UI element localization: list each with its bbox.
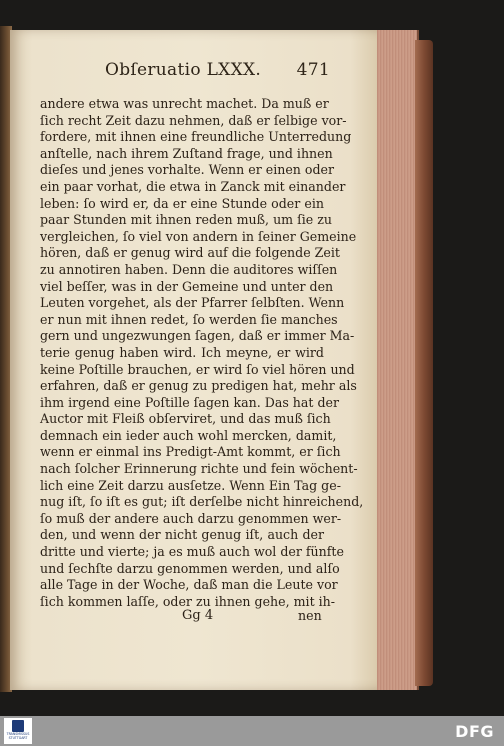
text-line: nach ſolcher Erinnerung richte und fein wöchent- <box>40 461 358 477</box>
text-line: Leuten vorgehet, als der Pfarrer ſelbſten. Wenn <box>40 295 345 311</box>
text-line: ſich kommen laſſe, oder zu ihnen gehe, mit ih- <box>40 593 336 609</box>
text-line: er nun mit ihnen redet, ſo werden ſie manches <box>40 311 338 327</box>
library-logo <box>4 718 32 744</box>
text-line: vergleichen, ſo viel von andern in ſeiner Gemeine <box>40 228 357 244</box>
text-line: hören, daß er genug wird auf die folgende Zeit <box>40 245 340 261</box>
text-line: terie genug haben wird. Ich meyne, er wird <box>40 344 324 360</box>
text-line: ſo muß der andere auch darzu genommen wer- <box>40 510 342 526</box>
text-line: lich eine Zeit darzu ausſetze. Wenn Ein Tag ge- <box>40 477 341 493</box>
page-fore-edge <box>377 30 419 690</box>
text-line: wenn er einmal ins Predigt-Amt kommt, er ſich <box>40 444 341 460</box>
book-cover-edge <box>415 40 433 686</box>
text-line: ſich recht Zeit dazu nehmen, daß er ſelbige vor- <box>40 112 347 128</box>
library-logo-icon <box>12 720 24 732</box>
text-line: alle Tage in der Woche, daß man die Leute vor <box>40 577 338 593</box>
text-line: dritte und vierte; ja es muß auch wol der fünfte <box>40 544 344 560</box>
text-line: fordere, mit ihnen eine freundliche Unterredung <box>40 129 352 145</box>
signature-mark: Gg 4 <box>182 608 214 623</box>
text-line: Auctor mit Fleiß obſerviret, und das muß ſich <box>40 411 331 427</box>
viewer-footer-bar <box>0 716 504 746</box>
text-line: ihm irgend eine Poſtille ſagen kan. Das hat der <box>40 394 340 410</box>
page-header <box>105 60 330 84</box>
text-line: und ſechſte darzu genommen werden, und alſo <box>40 560 340 576</box>
running-title: Obſeruatio LXXX. <box>105 60 262 80</box>
text-line: den, und wenn der nicht genug iſt, auch der <box>40 527 324 543</box>
library-logo-text: TRANSMISSUS STUTTGART <box>6 732 30 740</box>
text-line: anſtelle, nach ihrem Zuſtand frage, und ihnen <box>40 145 333 161</box>
body-text <box>40 96 364 610</box>
text-line: zu annotiren haben. Denn die auditores wiſſen <box>40 261 338 277</box>
text-line: erfahren, daß er genug zu predigen hat, mehr als <box>40 378 357 394</box>
text-line: gern und ungezwungen ſagen, daß er immer Ma- <box>40 328 355 344</box>
text-line: keine Poſtille brauchen, er wird ſo viel hören und <box>40 361 355 377</box>
text-line: demnach ein ieder auch wohl mercken, damit, <box>40 427 337 443</box>
text-line: paar Stunden mit ihnen reden muß, um ſie zu <box>40 212 333 228</box>
text-line: nug iſt, ſo iſt es gut; iſt derſelbe nicht hinreichend, <box>40 494 364 510</box>
catchword: nen <box>298 608 322 623</box>
text-line: dieſes und jenes vorhalte. Wenn er einen oder <box>40 162 335 178</box>
dfg-logo: DFG <box>455 722 494 741</box>
text-line: ein paar vorhat, die etwa in Zanck mit einander <box>40 178 346 194</box>
text-line: andere etwa was unrecht machet. Da muß er <box>40 96 329 111</box>
text-line: viel beſſer, was in der Gemeine und unter den <box>40 278 334 294</box>
page-number: 471 <box>296 60 330 80</box>
text-line: leben: ſo wird er, da er eine Stunde oder ein <box>40 195 324 211</box>
